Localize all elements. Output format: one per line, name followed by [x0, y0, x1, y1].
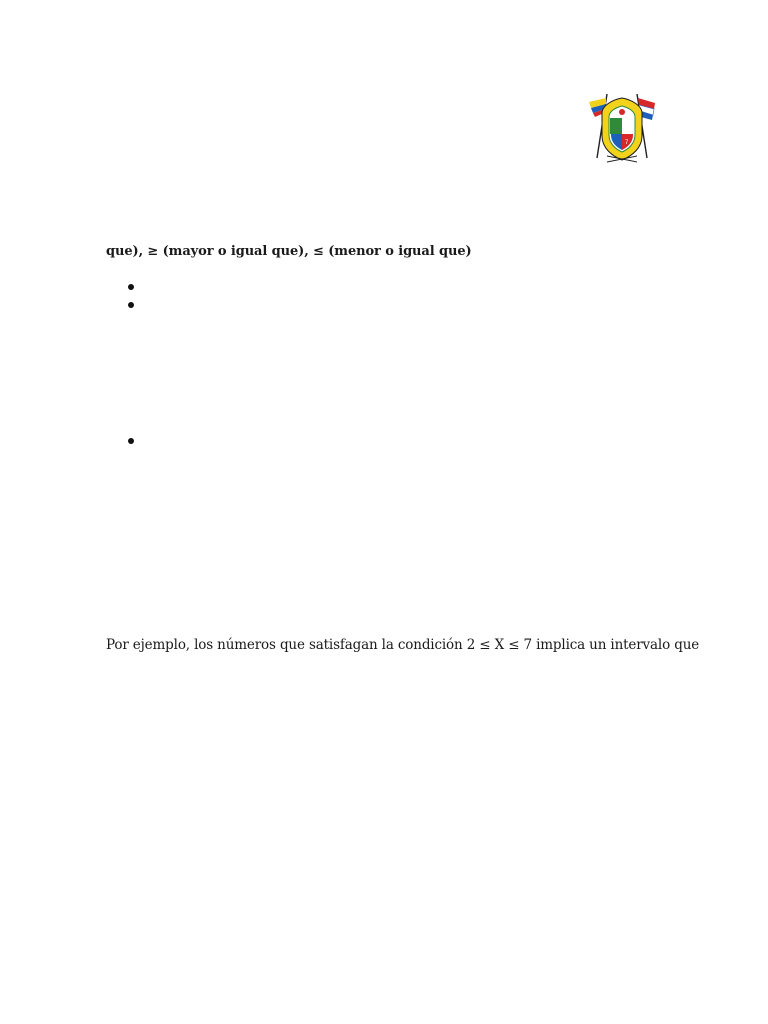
coat-of-arms-logo — [585, 88, 659, 164]
example-interval-line: Por ejemplo, los números que satisfagan la condición 2 ≤ X ≤ 7 implica un intervalo que — [106, 637, 700, 653]
inequality-symbols-line: que), ≥ (mayor o igual que), ≤ (menor o igual que) — [106, 244, 472, 259]
svg-text:7: 7 — [625, 140, 629, 146]
bullet-2 — [128, 302, 134, 308]
bullet-1 — [128, 284, 134, 290]
bullet-3 — [128, 438, 134, 444]
